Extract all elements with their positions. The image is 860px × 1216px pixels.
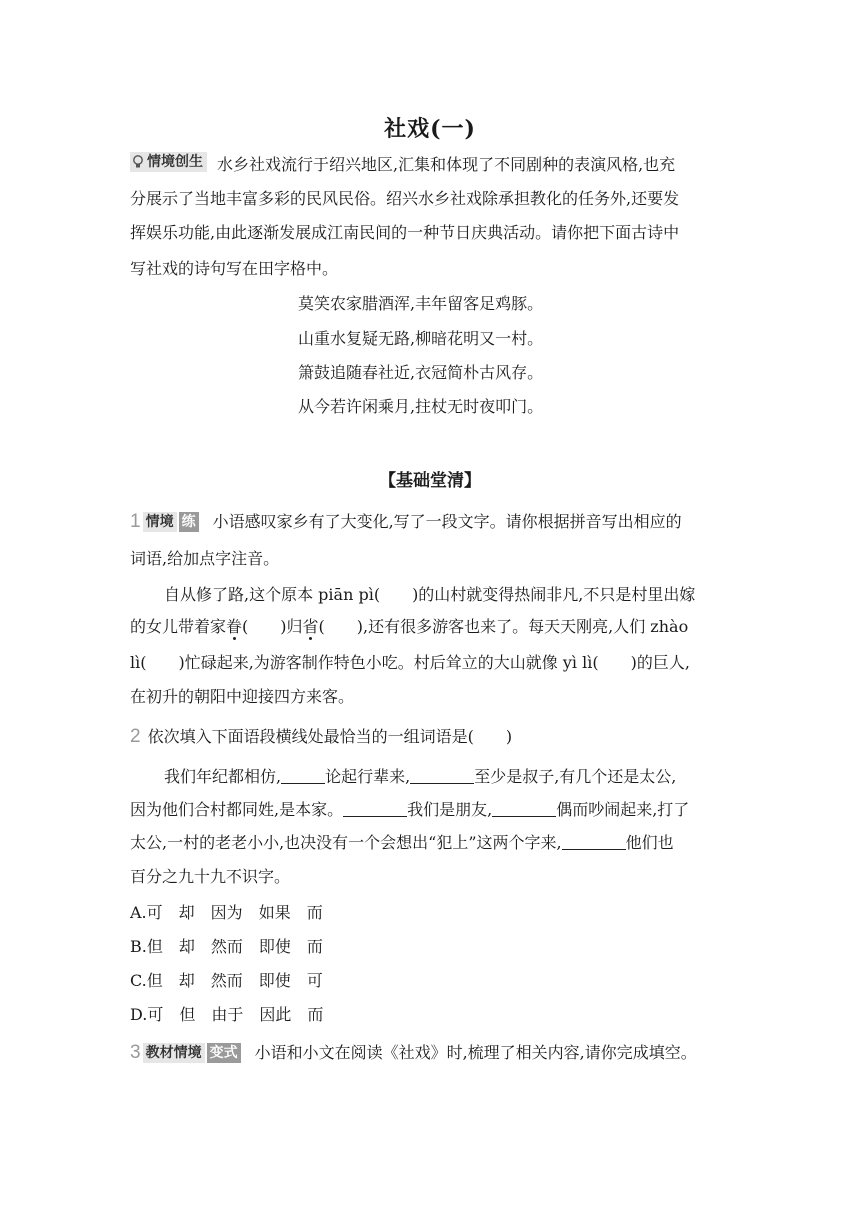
q2-para-line-1 — [164, 766, 676, 788]
q1-para-line-3: lì( )忙碌起来,为游客制作特色小吃。村后耸立的大山就像 yì lì( )的巨人, — [130, 653, 690, 672]
intro-line-1 — [130, 152, 675, 176]
q1-badge-a: 情境 — [143, 512, 177, 532]
q2-text-1b: 论起行辈来, — [325, 767, 411, 786]
q1-number: 1 — [130, 511, 141, 532]
q1-para-2a: 的女儿带着家 — [130, 617, 227, 636]
q2-para-line-4: 百分之九十九不识字。 — [130, 867, 291, 886]
option-word: 因此 — [259, 1005, 292, 1024]
intro-line-2: 分展示了当地丰富多彩的民风民俗。绍兴水乡社戏除承担教化的任务外,还要发 — [130, 189, 680, 208]
q1-badge-b: 练 — [179, 512, 199, 532]
q2-text-2c: 偶而吵闹起来,打了 — [556, 800, 690, 819]
q2-stem — [130, 726, 512, 748]
q2-text-1c: 至少是叔子,有几个还是太公, — [474, 767, 677, 786]
q2-para-line-2 — [130, 799, 689, 821]
q2-text-3b: 他们也 — [625, 833, 674, 852]
q2-text-1a: 我们年纪都相仿, — [164, 767, 282, 786]
dotted-char-xing: 省 — [302, 617, 319, 636]
option-d-label: D.可 — [130, 1005, 164, 1024]
lightbulb-icon — [132, 155, 144, 169]
q3-number: 3 — [130, 1042, 141, 1063]
option-word: 即使 — [258, 937, 291, 956]
q1-stem-line-1 — [130, 511, 682, 533]
option-word: 而 — [306, 903, 323, 922]
intro-line-3: 挥娱乐功能,由此逐渐发展成江南民间的一种节日庆典活动。请你把下面古诗中 — [130, 223, 680, 242]
intro-badge — [130, 152, 207, 172]
q3-badge-a: 教材情境 — [143, 1043, 205, 1063]
q1-para-line-4: 在初升的朝阳中迎接四方来客。 — [130, 687, 355, 706]
answer-blank-4[interactable] — [492, 802, 556, 817]
q3-text: 小语和小文在阅读《社戏》时,梳理了相关内容,请你完成填空。 — [254, 1043, 697, 1062]
q3-badge-b: 变式 — [207, 1043, 241, 1063]
option-a[interactable] — [130, 900, 339, 923]
option-word: 而 — [307, 1005, 324, 1024]
poem-line-4: 从今若许闲乘月,拄杖无时夜叩门。 — [298, 397, 544, 416]
q2-text-3a: 太公,一村的老老小小,也决没有一个会想出“犯上”这两个字来, — [130, 833, 562, 852]
intro-line-4: 写社戏的诗句写在田字格中。 — [130, 259, 339, 278]
option-word: 然而 — [210, 937, 243, 956]
dotted-char-juan: 眷 — [226, 617, 243, 636]
option-word: 但 — [179, 1005, 196, 1024]
q2-para-line-3 — [130, 832, 674, 854]
option-word: 却 — [178, 971, 195, 990]
poem-line-3: 箫鼓追随春社近,衣冠简朴古风存。 — [298, 363, 544, 382]
option-c[interactable] — [130, 968, 339, 991]
intro-text-1: 水乡社戏流行于绍兴地区,汇集和体现了不同剧种的表演风格,也充 — [217, 155, 676, 174]
option-c-label: C.但 — [130, 971, 163, 990]
option-d[interactable] — [130, 1002, 339, 1025]
q2-number: 2 — [130, 726, 141, 747]
q1-stem-line-2: 词语,给加点字注音。 — [130, 549, 280, 568]
q2-text-2b: 我们是朋友, — [407, 800, 493, 819]
option-word: 却 — [178, 903, 195, 922]
option-word: 如果 — [258, 903, 291, 922]
intro-badge-label: 情境创生 — [147, 154, 203, 170]
answer-blank-3[interactable] — [343, 802, 407, 817]
answer-blank-2[interactable] — [410, 769, 474, 784]
q3-stem — [130, 1042, 697, 1064]
option-b-label: B.但 — [130, 937, 163, 956]
section-title: 【基础堂清】 — [379, 471, 481, 491]
option-a-label: A.可 — [130, 903, 163, 922]
q1-stem-1: 小语感叹家乡有了大变化,写了一段文字。请你根据拼音写出相应的 — [212, 512, 682, 531]
option-word: 因为 — [210, 903, 243, 922]
poem-line-1: 莫笑农家腊酒浑,丰年留客足鸡豚。 — [298, 294, 544, 313]
option-word: 即使 — [258, 971, 291, 990]
q3-badge — [143, 1043, 241, 1063]
q1-para-2c: ( ),还有很多游客也来了。每天天刚亮,人们 zhào — [318, 617, 689, 636]
page-title: 社戏(一) — [384, 116, 476, 142]
q1-para-line-1: 自从修了路,这个原本 piān pì( )的山村就变得热闹非凡,不只是村里出嫁 — [164, 585, 696, 604]
option-b[interactable] — [130, 934, 339, 957]
q2-stem-text: 依次填入下面语段横线处最恰当的一组词语是( ) — [147, 727, 513, 746]
answer-blank-5[interactable] — [562, 835, 626, 850]
option-word: 由于 — [211, 1005, 244, 1024]
answer-blank-1[interactable] — [281, 769, 325, 784]
q2-text-2a: 因为他们合村都同姓,是本家。 — [130, 800, 344, 819]
q1-para-line-2 — [130, 616, 688, 638]
option-word: 可 — [306, 971, 323, 990]
option-word: 却 — [178, 937, 195, 956]
q1-para-2b: ( )归 — [242, 617, 303, 636]
q1-badge — [143, 512, 199, 532]
poem-line-2: 山重水复疑无路,柳暗花明又一村。 — [298, 329, 544, 348]
option-word: 然而 — [210, 971, 243, 990]
option-word: 而 — [306, 937, 323, 956]
